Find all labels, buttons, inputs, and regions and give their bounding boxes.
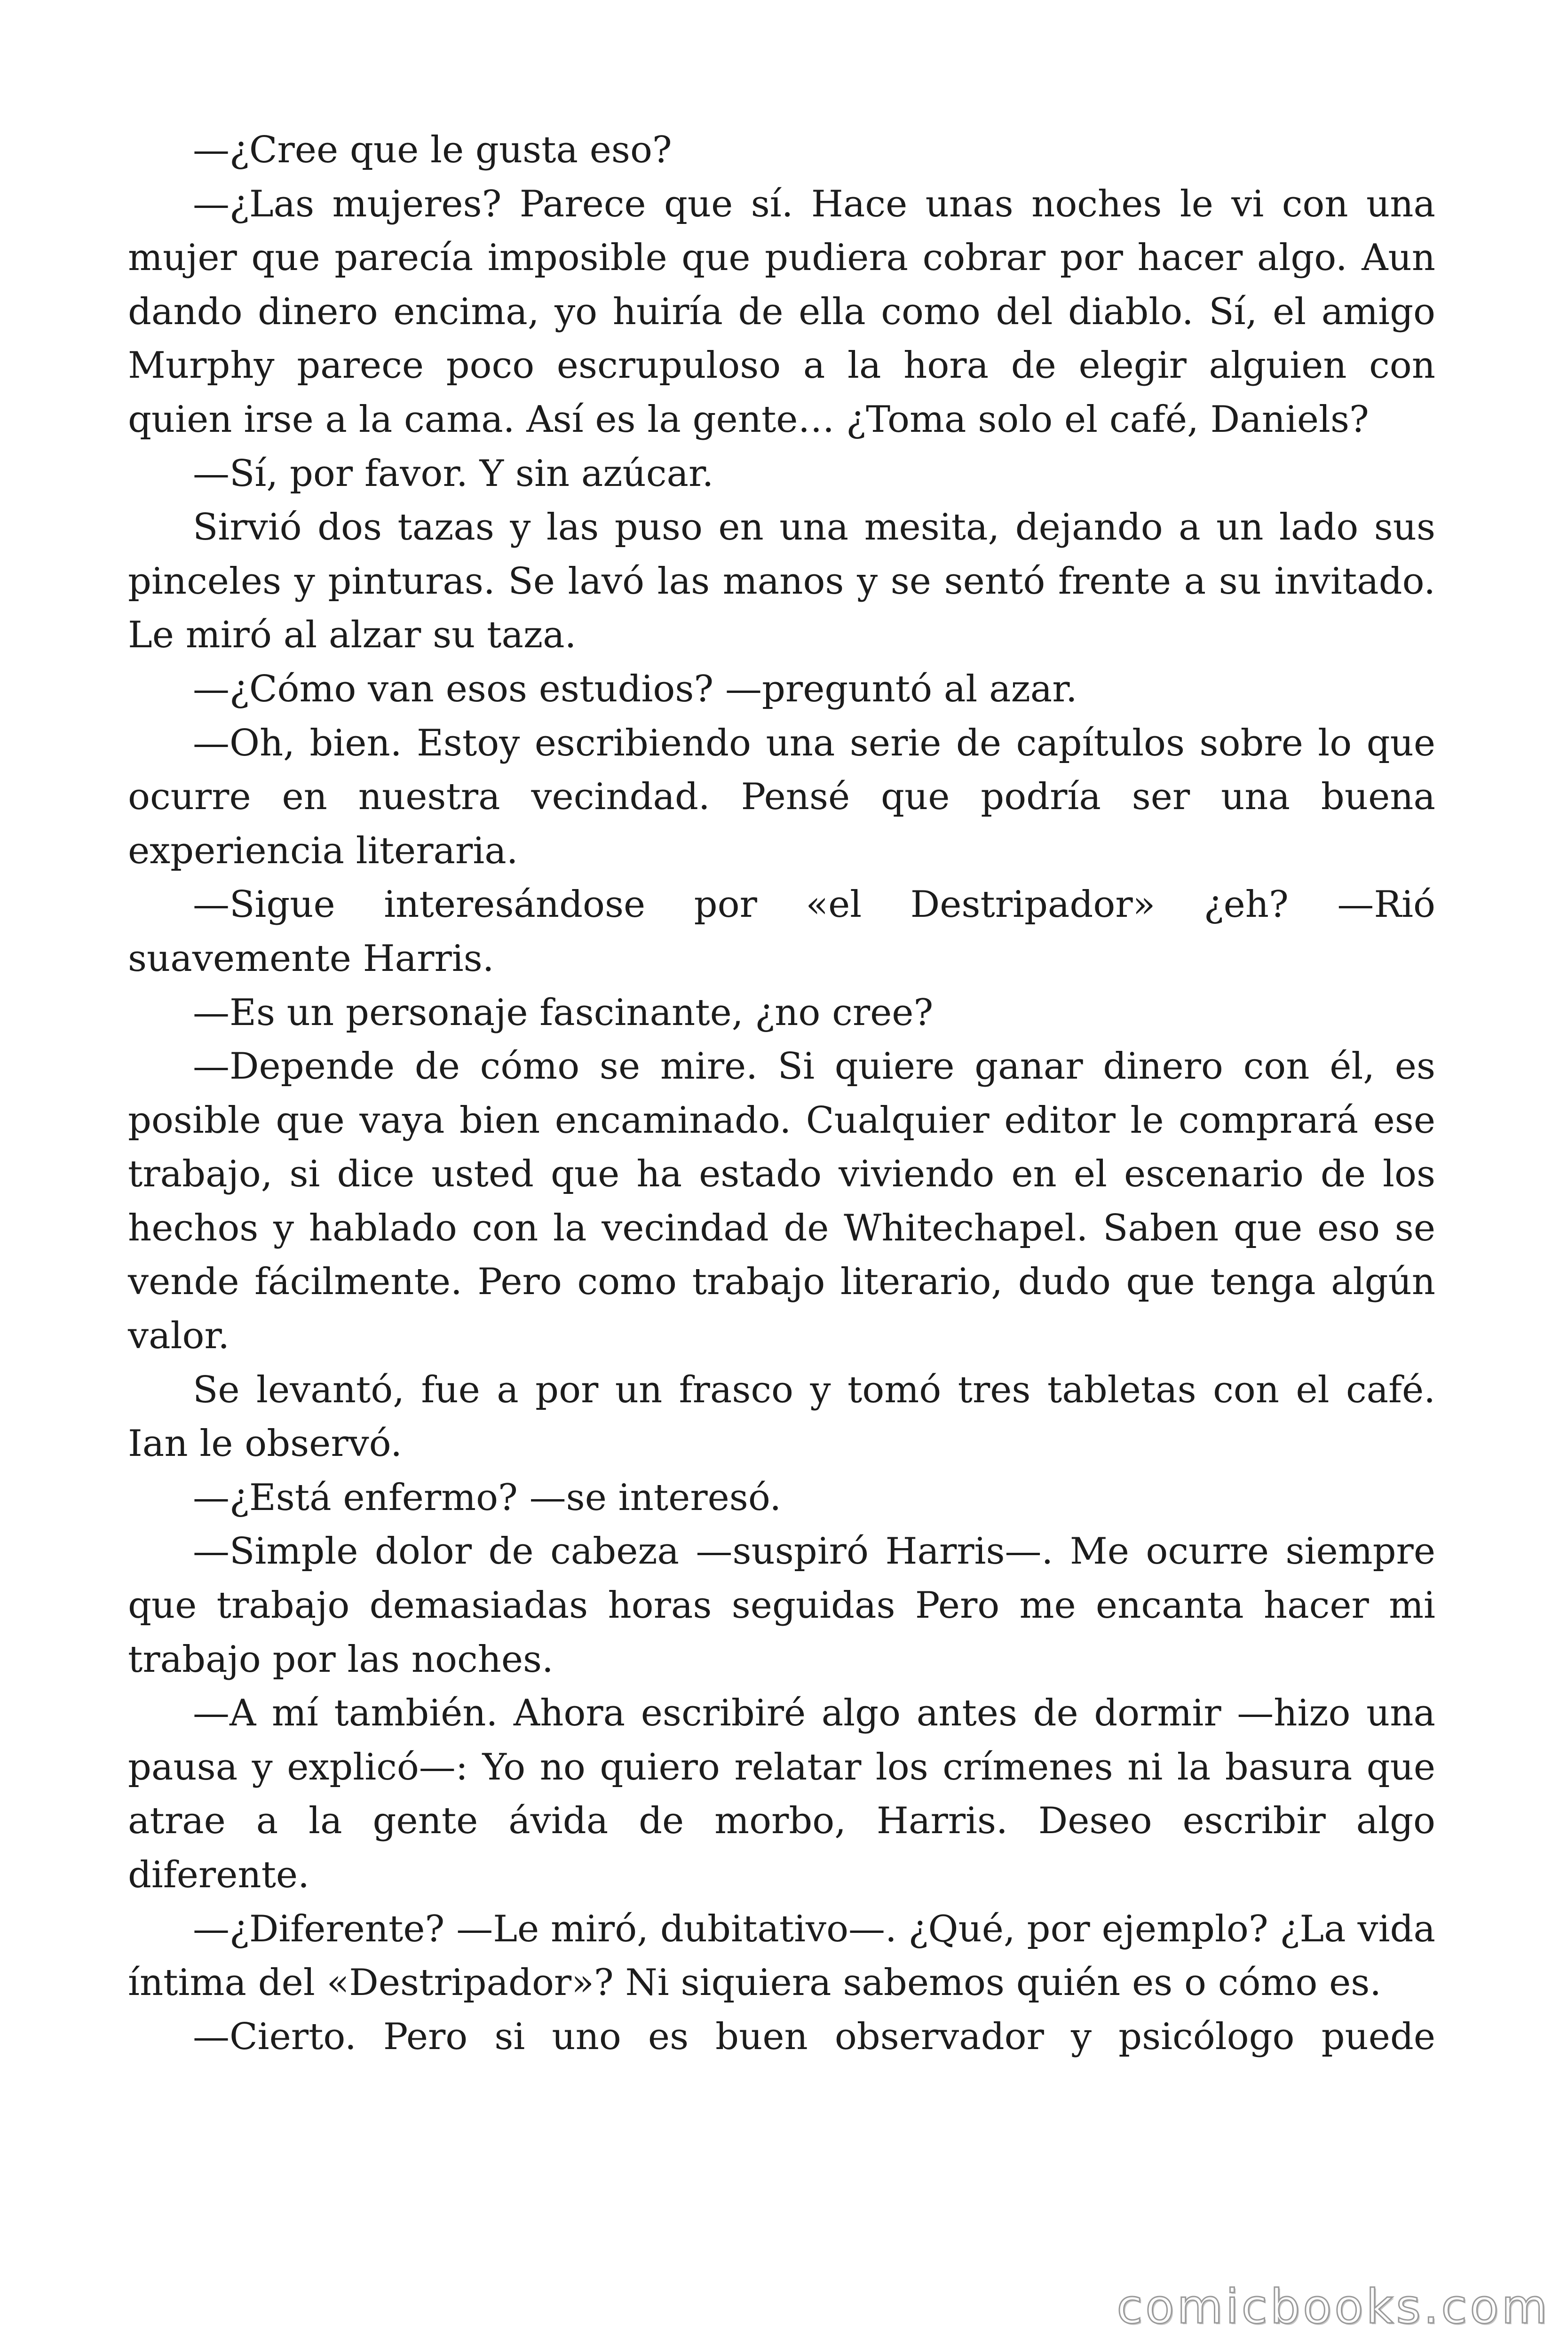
paragraph: Se levantó, fue a por un frasco y tomó tres tabletas con el café. Ian le observó.	[128, 1368, 1435, 1465]
paragraph: —Sigue interesándose por «el Destripador» ¿eh? —Rió suavemente Harris.	[128, 883, 1435, 980]
paragraph: Sirvió dos tazas y las puso en una mesita, dejando a un lado sus pinceles y pinturas. Se lavó las manos y se sentó frente a su invitado. Le miró al alzar su taza.	[128, 506, 1435, 657]
watermark: comicbooks.com	[1117, 2279, 1550, 2334]
paragraph: —¿Cómo van esos estudios? —preguntó al azar.	[193, 667, 1077, 710]
paragraph: —¿Diferente? —Le miró, dubitativo—. ¿Qué, por ejemplo? ¿La vida íntima del «Destripador»? Ni siquiera sabemos quién es o cómo es.	[128, 1907, 1435, 2004]
paragraph: —¿Las mujeres? Parece que sí. Hace unas noches le vi con una mujer que parecía imposible que pudiera cobrar por hacer algo. Aun dando dinero encima, yo huiría de ella como del diablo. Sí, el amigo Murphy parece poco escrupuloso a la hora de elegir alguien con quien irse a la cama. Así es la gente… ¿Toma solo el café, Daniels?	[128, 183, 1435, 441]
paragraph: —Oh, bien. Estoy escribiendo una serie de capítulos sobre lo que ocurre en nuestra vecindad. Pensé que podría ser una buena experiencia literaria.	[128, 722, 1435, 872]
paragraph: —Cierto. Pero si uno es buen observador y psicólogo puede	[193, 2015, 1435, 2058]
paragraph: —A mí también. Ahora escribiré algo antes de dormir —hizo una pausa y explicó—: Yo no quiero relatar los crímenes ni la basura que atrae a la gente ávida de morbo, Harris. Deseo escribir algo diferente.	[128, 1692, 1435, 1896]
paragraph: —Simple dolor de cabeza —suspiró Harris—. Me ocurre siempre que trabajo demasiadas horas seguidas Pero me encanta hacer mi trabajo por las noches.	[128, 1530, 1435, 1681]
paragraph: —Depende de cómo se mire. Si quiere ganar dinero con él, es posible que vaya bien encaminado. Cualquier editor le comprará ese trabajo, si dice usted que ha estado viviendo en el escenario de los hechos y hablado con la vecindad de Whitechapel. Saben que eso se vende fácilmente. Pero como trabajo literario, dudo que tenga algún valor.	[128, 1045, 1435, 1358]
body-text	[128, 123, 1435, 2064]
paragraph: —Sí, por favor. Y sin azúcar.	[193, 452, 714, 495]
paragraph: —¿Está enfermo? —se interesó.	[193, 1476, 782, 1519]
paragraph: —Es un personaje fascinante, ¿no cree?	[193, 991, 934, 1034]
paragraph: —¿Cree que le gusta eso?	[193, 129, 672, 171]
